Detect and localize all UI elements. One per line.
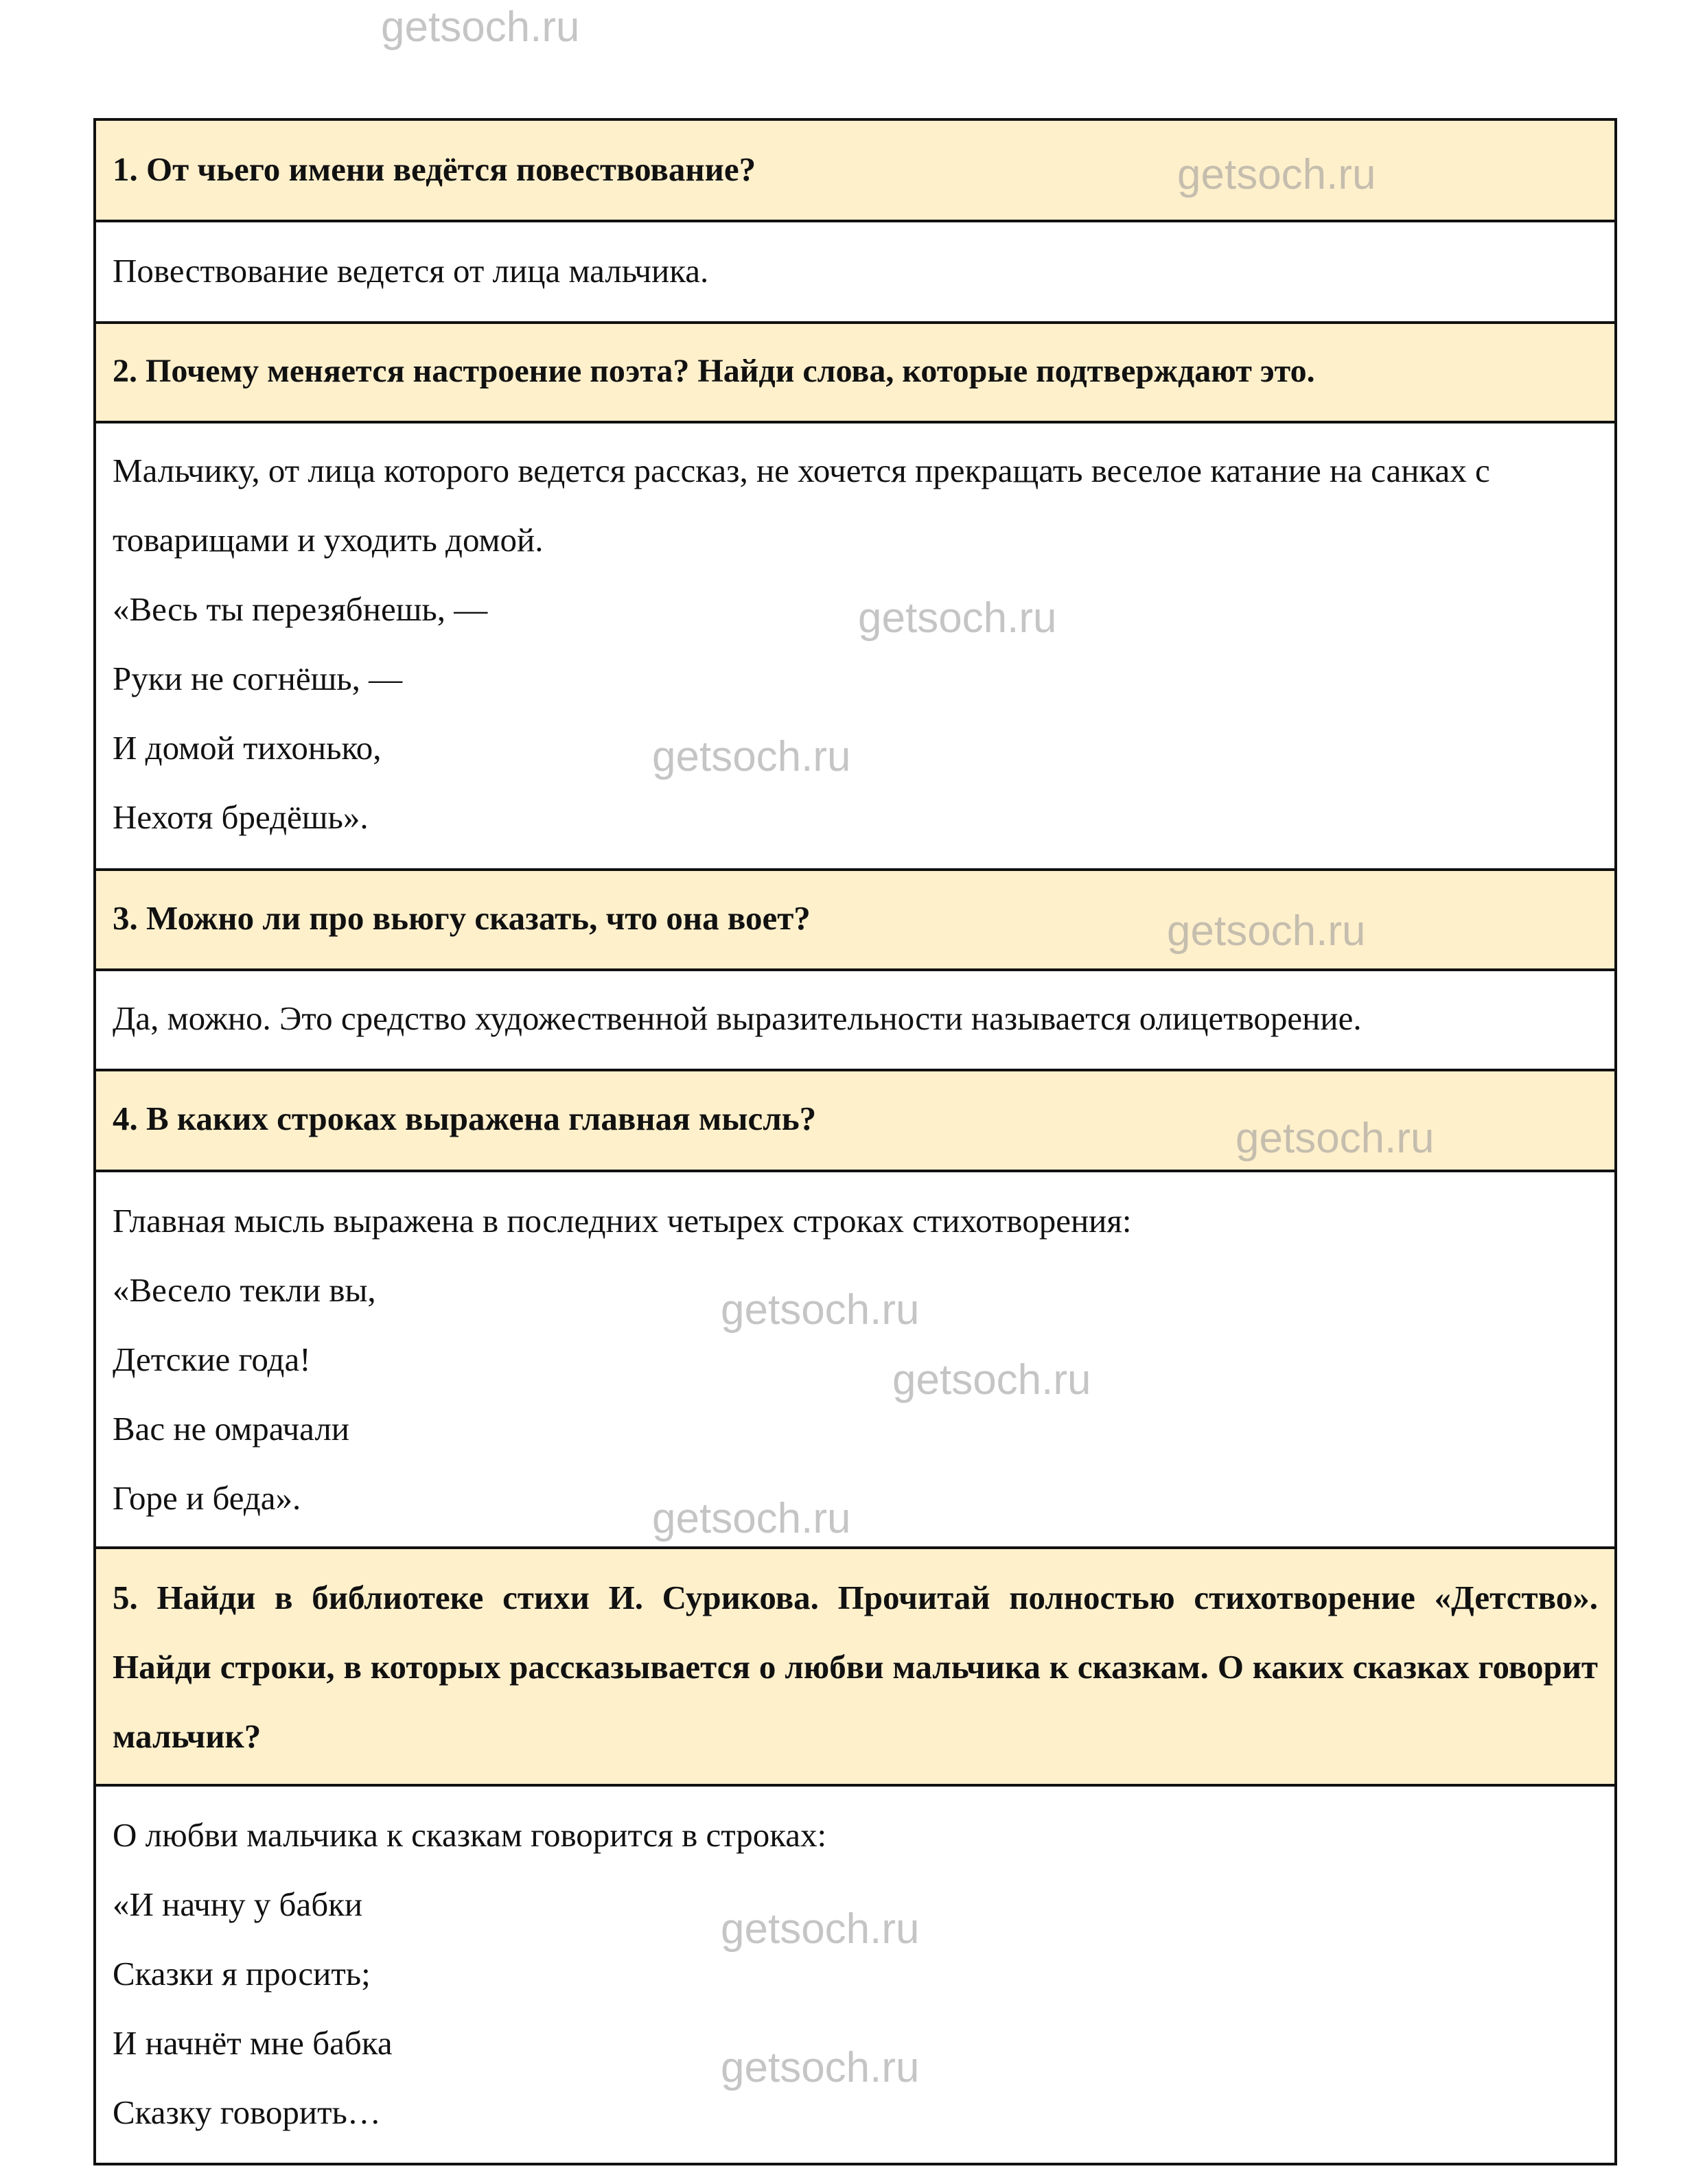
answer-3 <box>96 971 1614 1071</box>
poem-line: И начнёт мне бабка <box>113 2024 393 2062</box>
poem-line: Горе и беда». <box>113 1479 301 1517</box>
poem-line: Нехотя бредёшь». <box>113 798 369 836</box>
poem-line: Вас не омрачали <box>113 1410 350 1448</box>
poem-line: «Весело текли вы, <box>113 1271 376 1309</box>
poem-line: Детские года! <box>113 1340 311 1378</box>
answer-text: Повествование ведется от лица мальчика. <box>113 252 709 290</box>
question-text: 2. Почему меняется настроение поэта? Найди слова, которые подтверждают это. <box>113 353 1315 389</box>
question-2 <box>96 324 1614 423</box>
poem-line: «И начну у бабки <box>113 1885 363 1923</box>
watermark: getsoch.ru <box>1167 907 1366 955</box>
watermark: getsoch.ru <box>721 1905 920 1953</box>
watermark: getsoch.ru <box>721 2044 920 2091</box>
watermark: getsoch.ru <box>858 594 1057 642</box>
poem-line: И домой тихонько, <box>113 729 382 767</box>
answer-4 <box>96 1172 1614 1549</box>
watermark: getsoch.ru <box>721 1286 920 1334</box>
answer-text: Мальчику, от лица которого ведется рассказ, не хочется прекращать веселое катание на санках с товарищами и уходить домой. <box>113 452 1490 559</box>
question-5 <box>96 1549 1614 1787</box>
question-text: 3. Можно ли про вьюгу сказать, что она воет? <box>113 899 811 937</box>
poem-line: Сказки я просить; <box>113 1955 371 1993</box>
answer-5 <box>96 1787 1614 2163</box>
question-text: 5. Найди в библиотеке стихи И. Сурикова. Прочитай полностью стихотворение «Детство». Найди строки, в которых рассказывается о любви мальчика к сказкам. О каких сказках говорит мальчик? <box>113 1579 1598 1755</box>
watermark: getsoch.ru <box>381 3 580 51</box>
question-text: 4. В каких строках выражена главная мысль? <box>113 1100 817 1137</box>
watermark: getsoch.ru <box>1236 1115 1435 1162</box>
watermark: getsoch.ru <box>892 1356 1091 1404</box>
question-1 <box>96 121 1614 222</box>
poem-line: Руки не согнёшь, — <box>113 660 403 697</box>
question-text: 1. От чьего имени ведётся повествование? <box>113 150 756 188</box>
answer-text: О любви мальчика к сказкам говорится в строках: <box>113 1816 827 1854</box>
answer-2 <box>96 423 1614 871</box>
poem-line: «Весь ты перезябнешь, — <box>113 590 488 628</box>
watermark: getsoch.ru <box>1177 151 1376 198</box>
question-3 <box>96 871 1614 971</box>
answer-1 <box>96 222 1614 324</box>
answer-text: Главная мысль выражена в последних четырех строках стихотворения: <box>113 1202 1132 1240</box>
answer-text: Да, можно. Это средство художественной выразительности называется олицетворение. <box>113 999 1362 1037</box>
watermark: getsoch.ru <box>652 1495 851 1542</box>
watermark: getsoch.ru <box>652 733 851 780</box>
poem-line: Сказку говорить… <box>113 2093 381 2131</box>
